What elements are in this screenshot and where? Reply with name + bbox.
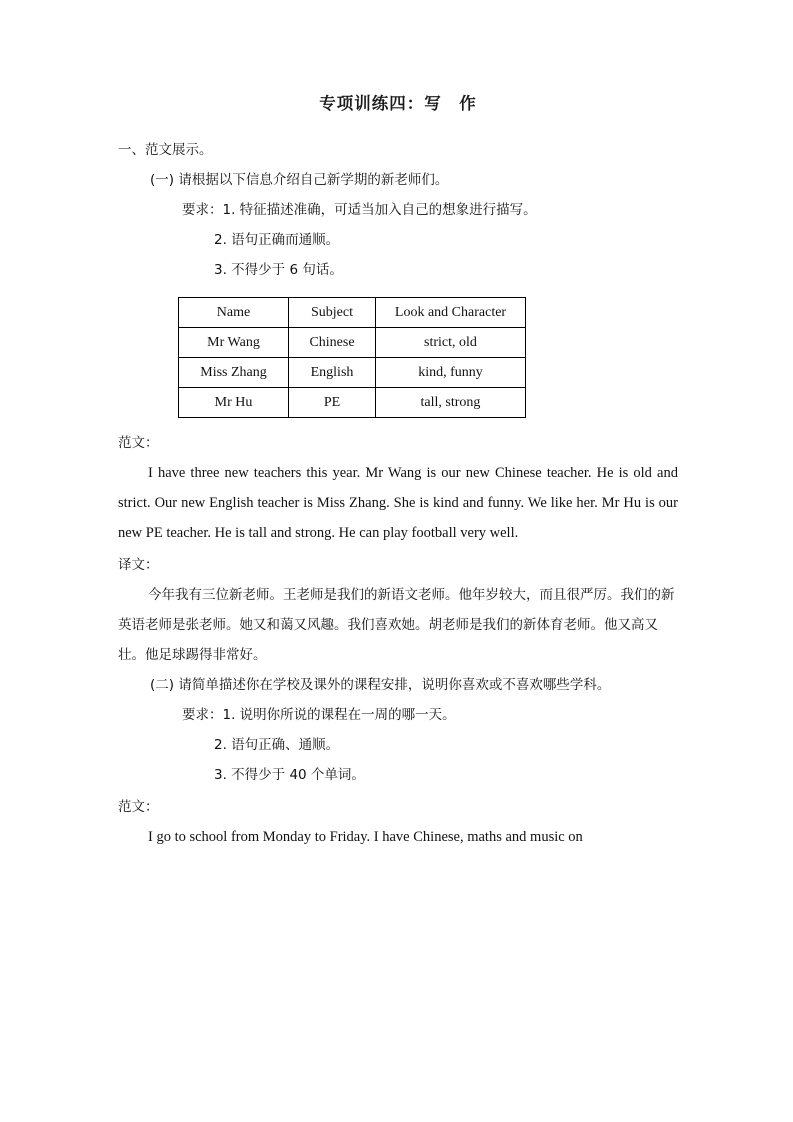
section-heading-one: 一、范文展示。 [118,142,213,159]
table-row [179,328,526,358]
table-cell: English [289,358,376,388]
table-cell: tall, strong [376,388,526,418]
part-two-sample-text: I go to school from Monday to Friday. I have Chinese, maths and music on [148,829,583,846]
table-cell: kind, funny [376,358,526,388]
table-cell: PE [289,388,376,418]
document-content [118,92,678,852]
table-cell: strict, old [376,328,526,358]
table-cell: Mr Hu [179,388,289,418]
page-title: 专项训练四：写 作 [319,94,477,113]
teacher-info-table-wrapper [178,297,678,418]
part-two-requirements-label: 要求：1. 说明你所说的课程在一周的哪一天。 [182,707,456,724]
table-header-cell: Look and Character [376,298,526,328]
teacher-info-table [178,297,526,418]
table-cell: Mr Wang [179,328,289,358]
table-row [179,358,526,388]
table-row [179,388,526,418]
table-cell: Chinese [289,328,376,358]
part-two-requirement-2: 2. 语句正确、通顺。 [214,737,340,754]
part-one-sample-text: I have three new teachers this year. Mr Wang is our new Chinese teacher. He is old and strict. Our new English teacher is Miss Zhang. She is kind and funny. We like her. Mr Hu is our new PE teacher. He is tall and strong. He can play football very well. [118,465,678,542]
table-cell: Miss Zhang [179,358,289,388]
part-one-sample-label: 范文： [118,435,159,452]
part-two-prompt: (二) 请简单描述你在学校及课外的课程安排，说明你喜欢或不喜欢哪些学科。 [150,677,611,694]
part-one-requirement-2: 2. 语句正确而通顺。 [214,232,340,249]
part-one-prompt: (一) 请根据以下信息介绍自己新学期的新老师们。 [150,172,449,189]
part-two-requirement-3: 3. 不得少于 40 个单词。 [214,767,365,784]
part-two-sample-label: 范文： [118,799,159,816]
part-one-requirement-3: 3. 不得少于 6 句话。 [214,262,343,279]
table-header-cell: Name [179,298,289,328]
part-one-translation-label: 译文： [118,557,159,574]
part-one-requirements-label: 要求：1. 特征描述准确，可适当加入自己的想象进行描写。 [182,202,537,219]
table-header-cell: Subject [289,298,376,328]
part-one-translation-text: 今年我有三位新老师。王老师是我们的新语文老师。他年岁较大，而且很严厉。我们的新英语老师是张老师。她又和蔼又风趣。我们喜欢她。胡老师是我们的新体育老师。他又高又壮。他足球踢得非常好。 [118,587,675,664]
table-header-row [179,298,526,328]
